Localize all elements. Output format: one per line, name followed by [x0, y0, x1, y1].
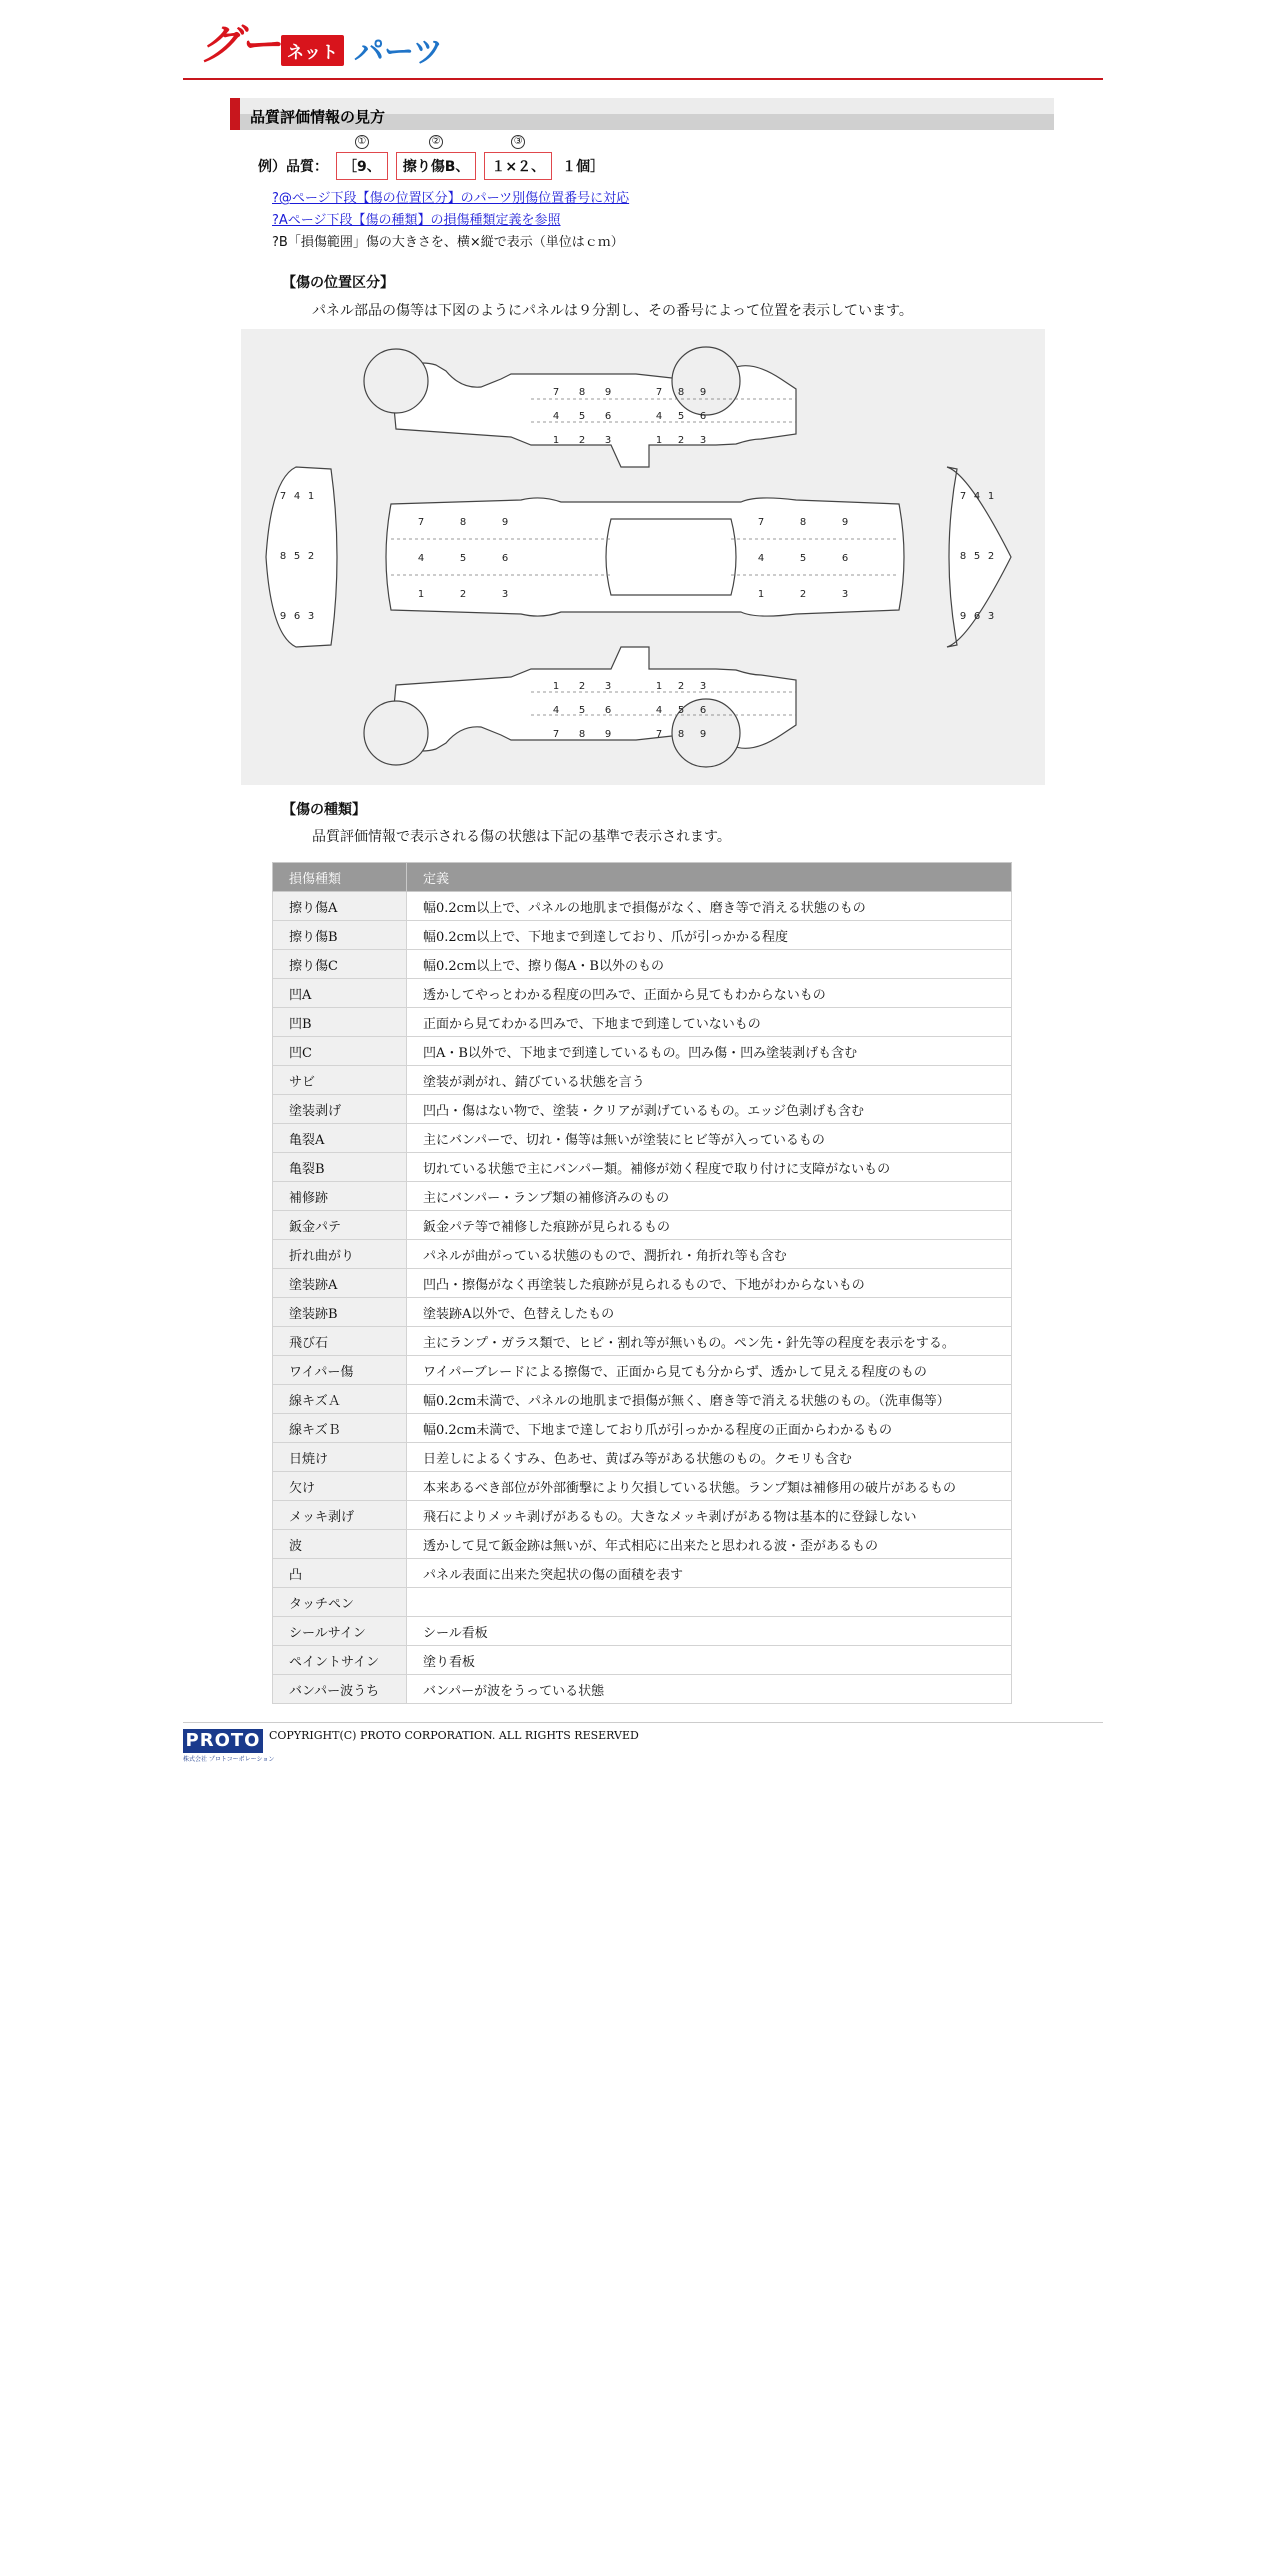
- position-description: パネル部品の傷等は下図のようにパネルは９分割し、その番号によって位置を表示しています。: [312, 303, 913, 319]
- panel-zone-number: 6: [501, 553, 509, 564]
- panel-zone-number: 3: [987, 611, 995, 622]
- definition-cell: パネル表面に出来た突起状の傷の面積を表す: [407, 1559, 1012, 1588]
- panel-zone-number: 7: [552, 729, 560, 740]
- damage-type-cell: 塗装跡A: [273, 1269, 407, 1298]
- damage-type-cell: 亀裂B: [273, 1153, 407, 1182]
- damage-type-cell: 欠け: [273, 1472, 407, 1501]
- damage-type-cell: タッチペン: [273, 1588, 407, 1617]
- definition-cell: 幅0.2cm以上で、下地まで到達しており、爪が引っかかる程度: [407, 921, 1012, 950]
- table-row: [273, 1559, 1012, 1588]
- wheel-arch-1: [364, 349, 428, 413]
- wheel-arch-3: [364, 701, 428, 765]
- example-label: 例）品質：: [258, 159, 328, 175]
- quality-example: [258, 136, 605, 180]
- damage-type-cell: 補修跡: [273, 1182, 407, 1211]
- panel-zone-number: 3: [841, 589, 849, 600]
- panel-zone-number: 3: [307, 611, 315, 622]
- table-row: [273, 1298, 1012, 1327]
- definition-cell: 凹凸・擦傷がなく再塗装した痕跡が見られるもので、下地がわからないもの: [407, 1269, 1012, 1298]
- damage-type-cell: サビ: [273, 1066, 407, 1095]
- panel-zone-number: 1: [655, 435, 663, 446]
- table-row: [273, 979, 1012, 1008]
- table-row: [273, 1037, 1012, 1066]
- definition-cell: 幅0.2cm未満で、パネルの地肌まで損傷が無く、磨き等で消える状態のもの。（洗車傷等）: [407, 1385, 1012, 1414]
- definition-cell: 凹凸・傷はない物で、塗装・クリアが剥げているもの。エッジ色剥げも含む: [407, 1095, 1012, 1124]
- panel-zone-number: 2: [677, 681, 685, 692]
- definition-cell: 正面から見てわかる凹みで、下地まで到達していないもの: [407, 1008, 1012, 1037]
- panel-zone-number: 6: [699, 411, 707, 422]
- header-damage-type: 損傷種類: [273, 863, 407, 892]
- definition-cell: 日差しによるくすみ、色あせ、黄ばみ等がある状態のもの。クモリも含む: [407, 1443, 1012, 1472]
- damage-type-cell: 凹A: [273, 979, 407, 1008]
- section-title-bar: [230, 98, 1054, 130]
- panel-zone-number: 6: [293, 611, 301, 622]
- roof-panel: [606, 519, 736, 595]
- table-row: [273, 1472, 1012, 1501]
- panel-zone-number: 7: [959, 491, 967, 502]
- panel-zone-number: 3: [501, 589, 509, 600]
- definition-cell: ワイパーブレードによる擦傷で、正面から見ても分からず、透かして見える程度のもの: [407, 1356, 1012, 1385]
- damage-type-cell: 日焼け: [273, 1443, 407, 1472]
- damage-position-diagram: [241, 329, 1045, 785]
- panel-zone-number: 1: [655, 681, 663, 692]
- panel-zone-number: 6: [604, 411, 612, 422]
- damage-type-cell: 凹C: [273, 1037, 407, 1066]
- panel-zone-number: 2: [677, 435, 685, 446]
- definition-cell: 飛石によりメッキ剥げがあるもの。大きなメッキ剥げがある物は基本的に登録しない: [407, 1501, 1012, 1530]
- damage-type-cell: 塗装跡B: [273, 1298, 407, 1327]
- marker-2-icon: ②: [429, 135, 443, 149]
- example-box-size-text: １×２、: [491, 159, 546, 175]
- definition-cell: 主にランプ・ガラス類で、ヒビ・割れ等が無いもの。ペン先・針先等の程度を表示をする。: [407, 1327, 1012, 1356]
- panel-zone-number: 9: [279, 611, 287, 622]
- marker-3-icon: ③: [511, 135, 525, 149]
- proto-logo-text: PROTO: [183, 1729, 263, 1753]
- damage-type-cell: 凹B: [273, 1008, 407, 1037]
- panel-zone-number: 4: [655, 705, 663, 716]
- panel-zone-number: 5: [973, 551, 981, 562]
- panel-zone-number: 1: [552, 435, 560, 446]
- copyright-text: COPYRIGHT(C) PROTO CORPORATION. ALL RIGHTS RESERVED: [269, 1729, 639, 1742]
- panel-zone-number: 4: [293, 491, 301, 502]
- definition-cell: 幅0.2cm以上で、擦り傷A・B以外のもの: [407, 950, 1012, 979]
- link-position-section[interactable]: ?@ページ下段【傷の位置区分】のパーツ別傷位置番号に対応: [272, 191, 630, 206]
- definition-cell: 塗装跡A以外で、色替えしたもの: [407, 1298, 1012, 1327]
- example-box-position: [336, 136, 388, 180]
- size-note: ?B「損傷範囲」傷の大きさを、横×縦で表示（単位はｃｍ）: [272, 235, 624, 250]
- page-title: 品質評価情報の見方: [250, 108, 386, 126]
- panel-zone-number: 4: [552, 411, 560, 422]
- proto-logo-subtext: 株式会社 プロトコーポレーション: [183, 1756, 275, 1763]
- position-heading: 【傷の位置区分】: [282, 275, 394, 291]
- panel-zone-number: 3: [699, 435, 707, 446]
- panel-zone-number: 8: [677, 729, 685, 740]
- panel-zone-number: 9: [501, 517, 509, 528]
- panel-zone-number: 4: [552, 705, 560, 716]
- table-row: [273, 1501, 1012, 1530]
- damage-type-cell: 飛び石: [273, 1327, 407, 1356]
- panel-zone-number: 5: [578, 411, 586, 422]
- table-row: [273, 1588, 1012, 1617]
- damage-type-cell: 線キズＢ: [273, 1414, 407, 1443]
- definition-cell: 凹A・B以外で、下地まで到達しているもの。凹み傷・凹み塗装剥げも含む: [407, 1037, 1012, 1066]
- panel-zone-number: 2: [578, 435, 586, 446]
- proto-logo[interactable]: [183, 1729, 275, 1763]
- damage-type-cell: ペイントサイン: [273, 1646, 407, 1675]
- panel-zone-number: 4: [655, 411, 663, 422]
- wheel-arch-2: [672, 347, 740, 415]
- panel-zone-number: 4: [973, 491, 981, 502]
- panel-zone-number: 7: [417, 517, 425, 528]
- example-box-position-text: ［9、: [343, 159, 381, 175]
- front-view-panel: [266, 467, 337, 647]
- damage-types-body: [273, 892, 1012, 1704]
- table-header-row: [273, 863, 1012, 892]
- table-row: [273, 1675, 1012, 1704]
- panel-zone-number: 2: [307, 551, 315, 562]
- definition-cell: 透かして見て鈑金跡は無いが、年式相応に出来たと思われる波・歪があるもの: [407, 1530, 1012, 1559]
- panel-zone-number: 8: [578, 387, 586, 398]
- car-panel-diagram-svg: [241, 329, 1045, 785]
- panel-zone-number: 9: [699, 387, 707, 398]
- panel-zone-number: 8: [677, 387, 685, 398]
- damage-type-cell: ワイパー傷: [273, 1356, 407, 1385]
- panel-zone-number: 2: [578, 681, 586, 692]
- damage-type-cell: バンパー波うち: [273, 1675, 407, 1704]
- table-row: [273, 1182, 1012, 1211]
- site-header: [183, 14, 1103, 80]
- damage-type-cell: メッキ剥げ: [273, 1501, 407, 1530]
- panel-zone-number: 8: [459, 517, 467, 528]
- panel-zone-number: 6: [841, 553, 849, 564]
- panel-zone-number: 5: [578, 705, 586, 716]
- example-box-type-text: 擦り傷B、: [402, 159, 470, 175]
- panel-zone-number: 1: [757, 589, 765, 600]
- table-row: [273, 1327, 1012, 1356]
- panel-zone-number: 7: [757, 517, 765, 528]
- table-row: [273, 1240, 1012, 1269]
- panel-zone-number: 5: [293, 551, 301, 562]
- panel-zone-number: 1: [987, 491, 995, 502]
- definition-cell: パネルが曲がっている状態のもので、潤折れ・角折れ等も含む: [407, 1240, 1012, 1269]
- panel-zone-number: 6: [604, 705, 612, 716]
- panel-zone-number: 1: [417, 589, 425, 600]
- panel-zone-number: 9: [841, 517, 849, 528]
- damage-type-cell: 線キズＡ: [273, 1385, 407, 1414]
- definition-cell: 鈑金パテ等で補修した痕跡が見られるもの: [407, 1211, 1012, 1240]
- damage-type-cell: シールサイン: [273, 1617, 407, 1646]
- table-row: [273, 1124, 1012, 1153]
- table-row: [273, 921, 1012, 950]
- example-box-type: [396, 136, 477, 180]
- panel-zone-number: 6: [699, 705, 707, 716]
- table-row: [273, 1008, 1012, 1037]
- panel-zone-number: 1: [307, 491, 315, 502]
- damage-type-cell: 波: [273, 1530, 407, 1559]
- header-definition: 定義: [407, 863, 1012, 892]
- definition-cell: 本来あるべき部位が外部衝撃により欠損している状態。ランプ類は補修用の破片があるもの: [407, 1472, 1012, 1501]
- damage-types-table: [272, 862, 1012, 1704]
- damage-type-cell: 鈑金パテ: [273, 1211, 407, 1240]
- damage-type-cell: 塗装剥げ: [273, 1095, 407, 1124]
- example-tail: １個］: [562, 159, 605, 175]
- site-footer: [183, 1722, 1103, 1763]
- panel-zone-number: 2: [987, 551, 995, 562]
- panel-zone-number: 3: [604, 681, 612, 692]
- marker-1-icon: ①: [355, 135, 369, 149]
- table-row: [273, 1646, 1012, 1675]
- table-row: [273, 1066, 1012, 1095]
- damage-type-cell: 擦り傷C: [273, 950, 407, 979]
- definition-cell: 透かしてやっとわかる程度の凹みで、正面から見てもわからないもの: [407, 979, 1012, 1008]
- table-row: [273, 892, 1012, 921]
- example-box-size: [484, 136, 552, 180]
- types-description: 品質評価情報で表示される傷の状態は下記の基準で表示されます。: [312, 829, 731, 845]
- panel-zone-number: 8: [578, 729, 586, 740]
- damage-type-cell: 折れ曲がり: [273, 1240, 407, 1269]
- panel-zone-number: 4: [417, 553, 425, 564]
- link-types-section[interactable]: ?Aページ下段【傷の種類】の損傷種類定義を参照: [272, 213, 561, 228]
- logo-parts-text: パーツ: [354, 35, 443, 70]
- panel-zone-number: 5: [677, 411, 685, 422]
- definition-cell: 主にバンパー・ランプ類の補修済みのもの: [407, 1182, 1012, 1211]
- panel-zone-number: 9: [959, 611, 967, 622]
- definition-cell: バンパーが波をうっている状態: [407, 1675, 1012, 1704]
- table-row: [273, 1530, 1012, 1559]
- definition-cell: 切れている状態で主にバンパー類。補修が効く程度で取り付けに支障がないもの: [407, 1153, 1012, 1182]
- panel-zone-number: 3: [699, 681, 707, 692]
- table-row: [273, 1095, 1012, 1124]
- definition-cell: 塗装が剥がれ、錆びている状態を言う: [407, 1066, 1012, 1095]
- section-accent-bar: [230, 98, 240, 130]
- panel-zone-number: 9: [604, 387, 612, 398]
- panel-zone-number: 4: [757, 553, 765, 564]
- definition-cell: [407, 1588, 1012, 1617]
- example-notes: [272, 188, 629, 254]
- definition-cell: 主にバンパーで、切れ・傷等は無いが塗装にヒビ等が入っているもの: [407, 1124, 1012, 1153]
- panel-zone-number: 8: [279, 551, 287, 562]
- damage-type-cell: 凸: [273, 1559, 407, 1588]
- types-heading: 【傷の種類】: [282, 802, 366, 818]
- table-row: [273, 1385, 1012, 1414]
- panel-zone-number: 8: [799, 517, 807, 528]
- panel-zone-number: 2: [459, 589, 467, 600]
- table-row: [273, 1211, 1012, 1240]
- damage-type-cell: 擦り傷A: [273, 892, 407, 921]
- goo-net-parts-logo[interactable]: [199, 20, 443, 70]
- panel-zone-number: 1: [552, 681, 560, 692]
- damage-type-cell: 亀裂A: [273, 1124, 407, 1153]
- panel-zone-number: 7: [655, 387, 663, 398]
- panel-zone-number: 5: [677, 705, 685, 716]
- panel-zone-number: 8: [959, 551, 967, 562]
- panel-zone-number: 6: [973, 611, 981, 622]
- definition-cell: シール看板: [407, 1617, 1012, 1646]
- definition-cell: 塗り看板: [407, 1646, 1012, 1675]
- panel-zone-number: 5: [459, 553, 467, 564]
- table-row: [273, 1269, 1012, 1298]
- panel-zone-number: 2: [799, 589, 807, 600]
- panel-zone-number: 9: [699, 729, 707, 740]
- table-row: [273, 1617, 1012, 1646]
- logo-goo-text: グー: [199, 20, 280, 69]
- panel-zone-number: 7: [655, 729, 663, 740]
- definition-cell: 幅0.2cm未満で、下地まで達しており爪が引っかかる程度の正面からわかるもの: [407, 1414, 1012, 1443]
- damage-type-cell: 擦り傷B: [273, 921, 407, 950]
- definition-cell: 幅0.2cm以上で、パネルの地肌まで損傷がなく、磨き等で消える状態のもの: [407, 892, 1012, 921]
- panel-zone-number: 7: [279, 491, 287, 502]
- logo-net-badge: ネット: [281, 35, 344, 66]
- table-row: [273, 1153, 1012, 1182]
- panel-zone-number: 3: [604, 435, 612, 446]
- panel-zone-number: 9: [604, 729, 612, 740]
- table-row: [273, 950, 1012, 979]
- panel-zone-number: 5: [799, 553, 807, 564]
- table-row: [273, 1356, 1012, 1385]
- panel-zone-number: 7: [552, 387, 560, 398]
- table-row: [273, 1414, 1012, 1443]
- table-row: [273, 1443, 1012, 1472]
